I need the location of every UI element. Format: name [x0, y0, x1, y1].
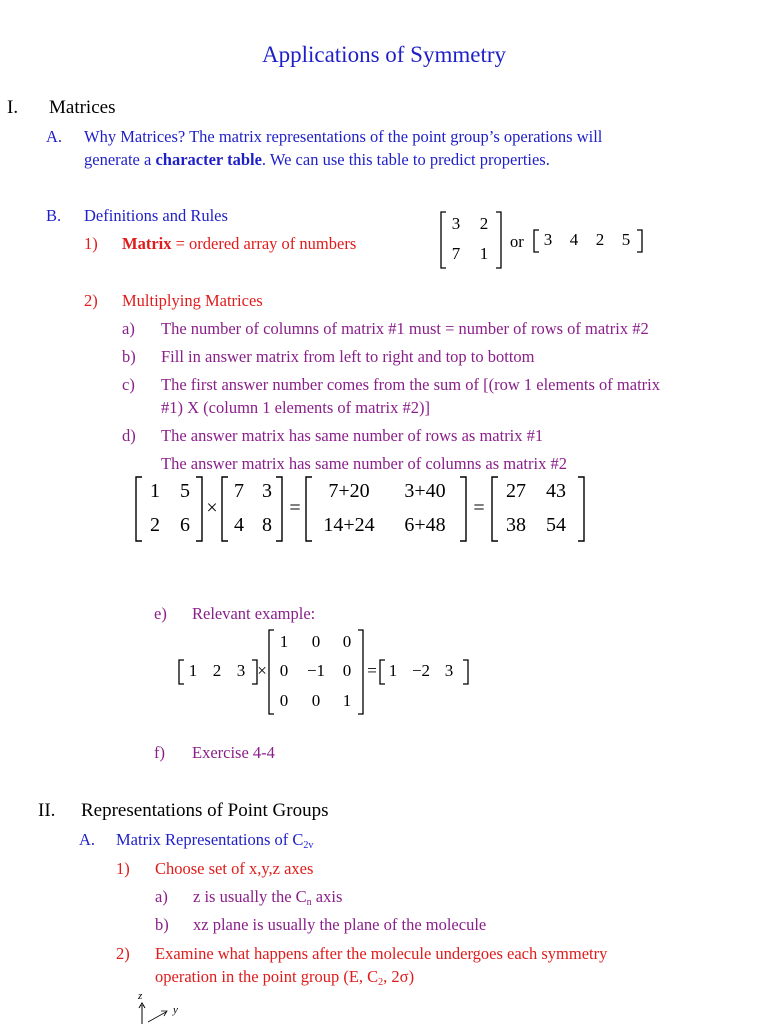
- vector-cell: 3: [236, 661, 246, 680]
- vector-cell: 3: [543, 230, 553, 249]
- result-cell: −2: [411, 661, 431, 680]
- section-1b-label: B.: [46, 206, 62, 225]
- section-1-heading: Matrices: [49, 97, 116, 118]
- m3-cell: 6+48: [404, 514, 446, 536]
- item-2a-text: The number of columns of matrix #1 must = number of rows of matrix #2: [161, 319, 649, 338]
- vector-cell: 4: [569, 230, 579, 249]
- multiplication-equation: [134, 476, 594, 542]
- matrix-cell: 0: [311, 632, 321, 651]
- m1-cell: 2: [150, 514, 160, 536]
- matrix-cell: 0: [311, 691, 321, 710]
- m3-cell: 14+24: [323, 514, 375, 536]
- item-2c-label: c): [122, 375, 135, 394]
- item-2e-text: Relevant example:: [192, 604, 316, 623]
- m1-cell: 6: [180, 514, 190, 536]
- equals-sign: =: [289, 497, 301, 519]
- item-2-number: 2): [84, 291, 98, 310]
- item-2c-line1: The first answer number comes from the sum of [(row 1 elements of matrix: [161, 375, 660, 394]
- row-vector: [533, 230, 643, 254]
- item-2b-label: b): [122, 347, 136, 366]
- matrix-cell: 0: [342, 661, 352, 680]
- matrix-cell: 1: [279, 632, 289, 651]
- m1-cell: 5: [180, 480, 190, 502]
- section-1b-heading: Definitions and Rules: [84, 206, 228, 225]
- section-2a-label: A.: [79, 830, 96, 849]
- m4-cell: 43: [546, 480, 566, 502]
- equals-sign: =: [473, 497, 485, 519]
- matrix-cell: 3: [451, 214, 461, 233]
- times-sign: ×: [257, 661, 267, 680]
- section-2a-item1a-text: z is usually the $C_n$ axis: [193, 887, 343, 908]
- equals-sign: =: [367, 661, 377, 680]
- item-2d-line1: The answer matrix has same number of rows as matrix #1: [161, 426, 544, 445]
- matrix-2x2: [440, 212, 502, 268]
- page-title: Applications of Symmetry: [261, 42, 507, 67]
- or-text: or: [510, 232, 524, 251]
- vector-cell: 5: [621, 230, 631, 249]
- item-2-heading: Multiplying Matrices: [122, 291, 263, 310]
- section-2a-item2-number: 2): [116, 944, 130, 963]
- section-1a-line1: Why Matrices? The matrix representations of the point group’s operations will: [84, 127, 603, 146]
- matrix-cell: 0: [279, 661, 289, 680]
- item-2a-label: a): [122, 319, 135, 338]
- section-2a-item2-line1: Examine what happens after the molecule undergoes each symmetry: [155, 944, 608, 963]
- m4-cell: 54: [546, 514, 566, 536]
- m2-cell: 8: [262, 514, 272, 536]
- item-2b-text: Fill in answer matrix from left to right and top to bottom: [161, 347, 535, 366]
- item-2f-label: f): [154, 743, 165, 762]
- vector-cell: 1: [188, 661, 198, 680]
- relevant-example-equation: [176, 630, 476, 716]
- result-cell: 3: [444, 661, 454, 680]
- axes-arrows-icon: [130, 1000, 180, 1030]
- matrix-cell: 1: [342, 691, 352, 710]
- section-1a-line2: generate a character table. We can use this table to predict properties.: [84, 150, 550, 169]
- matrix-cell: 1: [479, 244, 489, 263]
- section-2a-item1a-label: a): [155, 887, 168, 906]
- item-2d-line2: The answer matrix has same number of columns as matrix #2: [161, 454, 567, 473]
- times-sign: ×: [206, 497, 218, 519]
- section-2-number: II.: [38, 800, 56, 821]
- m2-cell: 4: [234, 514, 244, 536]
- item-1-number: 1): [84, 234, 98, 253]
- m3-cell: 3+40: [404, 480, 446, 502]
- m2-cell: 3: [262, 480, 272, 502]
- matrix-cell: 0: [342, 632, 352, 651]
- section-2a-item1b-text: xz plane is usually the plane of the molecule: [193, 915, 487, 934]
- matrix-cell: −1: [306, 661, 326, 680]
- item-1-text: Matrix = ordered array of numbers: [122, 234, 357, 253]
- section-2a-item1b-label: b): [155, 915, 169, 934]
- section-2a-item2-line2: operation in the point group (E, $C_2$, 2σ): [155, 967, 415, 988]
- vector-cell: 2: [212, 661, 222, 680]
- item-2e-label: e): [154, 604, 167, 623]
- section-1-number: I.: [7, 97, 19, 118]
- section-2-heading: Representations of Point Groups: [81, 800, 329, 821]
- vector-cell: 2: [595, 230, 605, 249]
- matrix-cell: 0: [279, 691, 289, 710]
- matrix-cell: 7: [451, 244, 461, 263]
- m2-cell: 7: [234, 480, 244, 502]
- section-2a-item1-text: Choose set of x,y,z axes: [155, 859, 314, 878]
- section-1a-label: A.: [46, 127, 63, 146]
- section-2a-text: Matrix Representations of $C_{2v}$: [116, 830, 314, 851]
- z-axis-label: z: [138, 990, 143, 1002]
- y-axis-label: y: [173, 1004, 178, 1016]
- m4-cell: 27: [506, 480, 526, 502]
- matrix-cell: 2: [479, 214, 489, 233]
- m4-cell: 38: [506, 514, 526, 536]
- item-2d-label: d): [122, 426, 136, 445]
- section-2a-item1-number: 1): [116, 859, 130, 878]
- item-2c-line2: #1) X (column 1 elements of matrix #2)]: [161, 398, 430, 417]
- item-2f-text: Exercise 4-4: [192, 743, 275, 762]
- m3-cell: 7+20: [328, 480, 370, 502]
- m1-cell: 1: [150, 480, 160, 502]
- result-cell: 1: [388, 661, 398, 680]
